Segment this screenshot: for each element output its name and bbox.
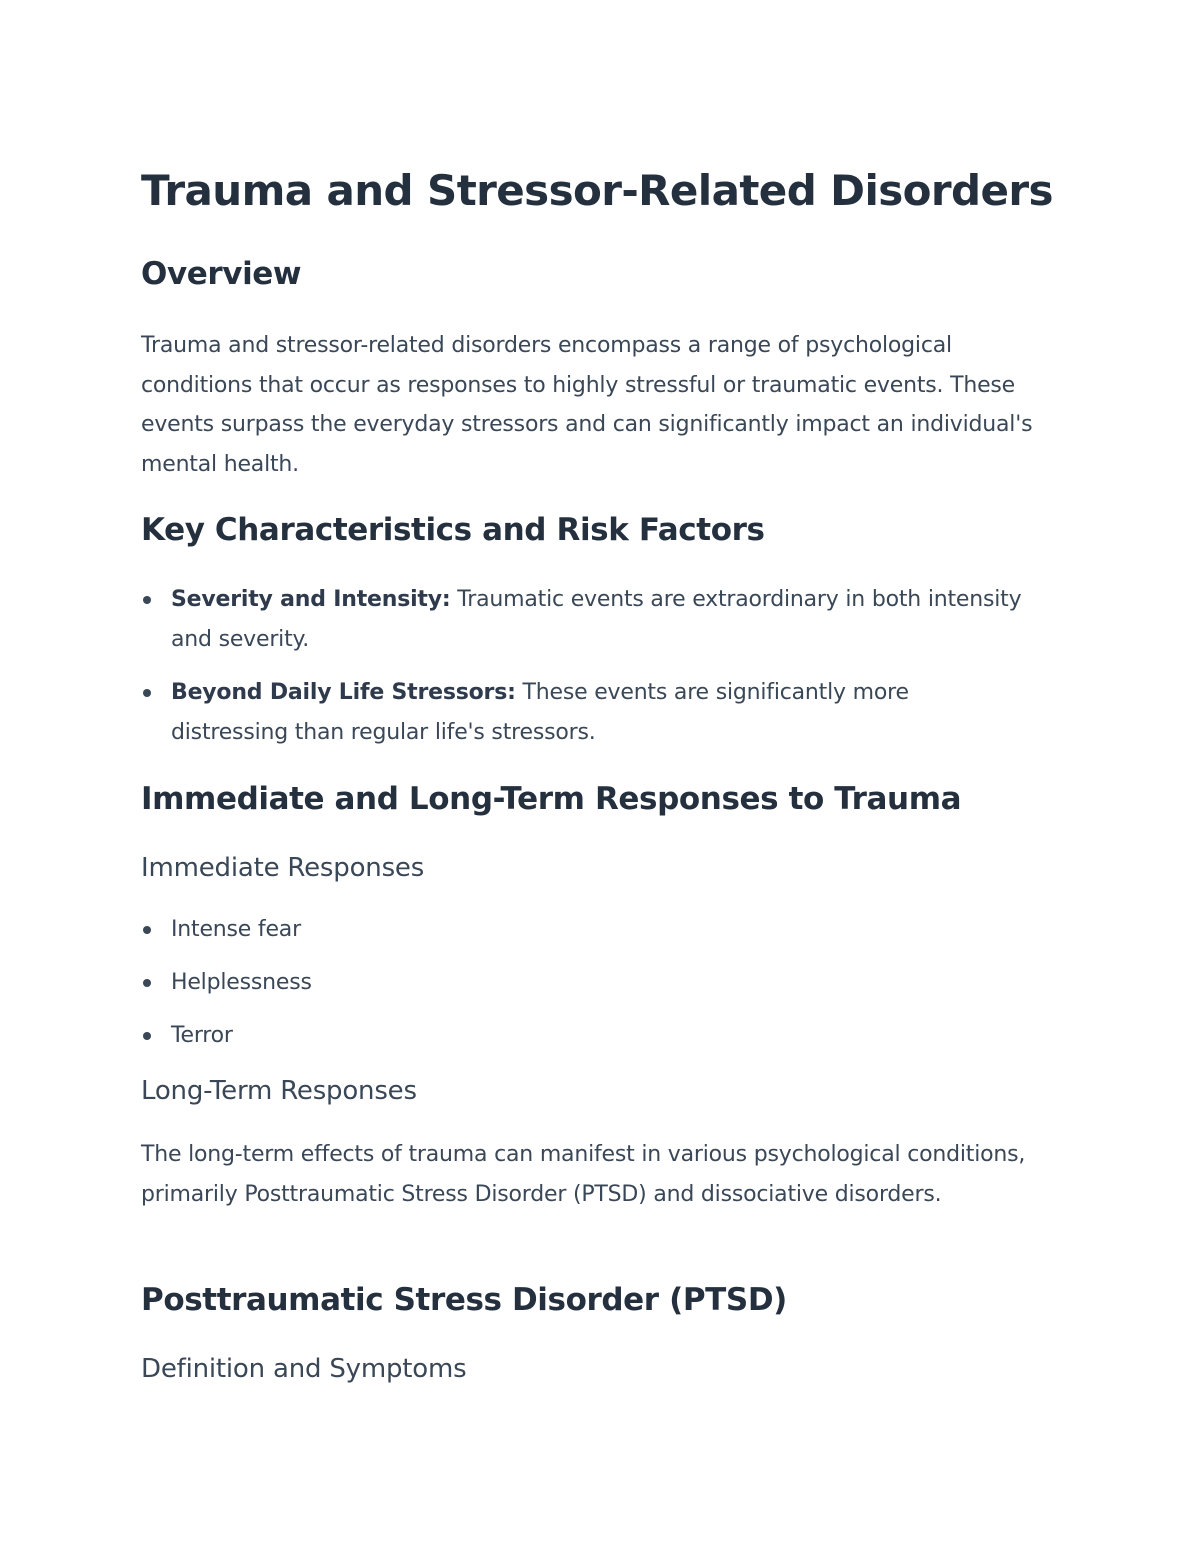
list-item-text: Helplessness: [171, 970, 312, 995]
list-item: [141, 910, 1041, 950]
list-item-term: Severity and Intensity:: [171, 587, 451, 612]
bullet-icon: [143, 689, 151, 697]
bullet-icon: [143, 926, 151, 934]
immediate-responses-list: [141, 910, 1041, 1056]
list-item-text: Intense fear: [171, 917, 301, 942]
list-item-text: These events are significantly more distressing than regular life's stressors.: [171, 680, 909, 745]
list-item: [141, 673, 1031, 752]
bullet-icon: [143, 979, 151, 987]
bullet-icon: [143, 596, 151, 604]
list-item: [141, 580, 1031, 659]
key-characteristics-heading: Key Characteristics and Risk Factors: [141, 512, 765, 548]
list-item-text: Terror: [171, 1023, 233, 1048]
long-term-responses-heading: Long-Term Responses: [141, 1076, 417, 1106]
list-item: [141, 963, 1041, 1003]
responses-heading: Immediate and Long-Term Responses to Trauma: [141, 781, 962, 817]
overview-heading: Overview: [141, 256, 302, 292]
long-term-paragraph: The long-term effects of trauma can manifest in various psychological conditions, primarily Posttraumatic Stress Disorder (PTSD) and dissociative disorders.: [141, 1142, 1026, 1207]
immediate-responses-heading: Immediate Responses: [141, 853, 425, 883]
list-item-term: Beyond Daily Life Stressors:: [171, 680, 516, 705]
page-title: Trauma and Stressor-Related Disorders: [141, 166, 1053, 215]
key-characteristics-list: [141, 580, 1041, 752]
bullet-icon: [143, 1032, 151, 1040]
overview-paragraph: Trauma and stressor-related disorders encompass a range of psychological conditions that occur as responses to highly stressful or traumatic events. These events surpass the everyday stressors and can significantly impact an individual's mental health.: [141, 333, 1033, 477]
list-item: [141, 1016, 1041, 1056]
list-item-text: Traumatic events are extraordinary in both intensity and severity.: [171, 587, 1022, 652]
ptsd-definition-heading: Definition and Symptoms: [141, 1354, 467, 1384]
ptsd-heading: Posttraumatic Stress Disorder (PTSD): [141, 1282, 787, 1318]
